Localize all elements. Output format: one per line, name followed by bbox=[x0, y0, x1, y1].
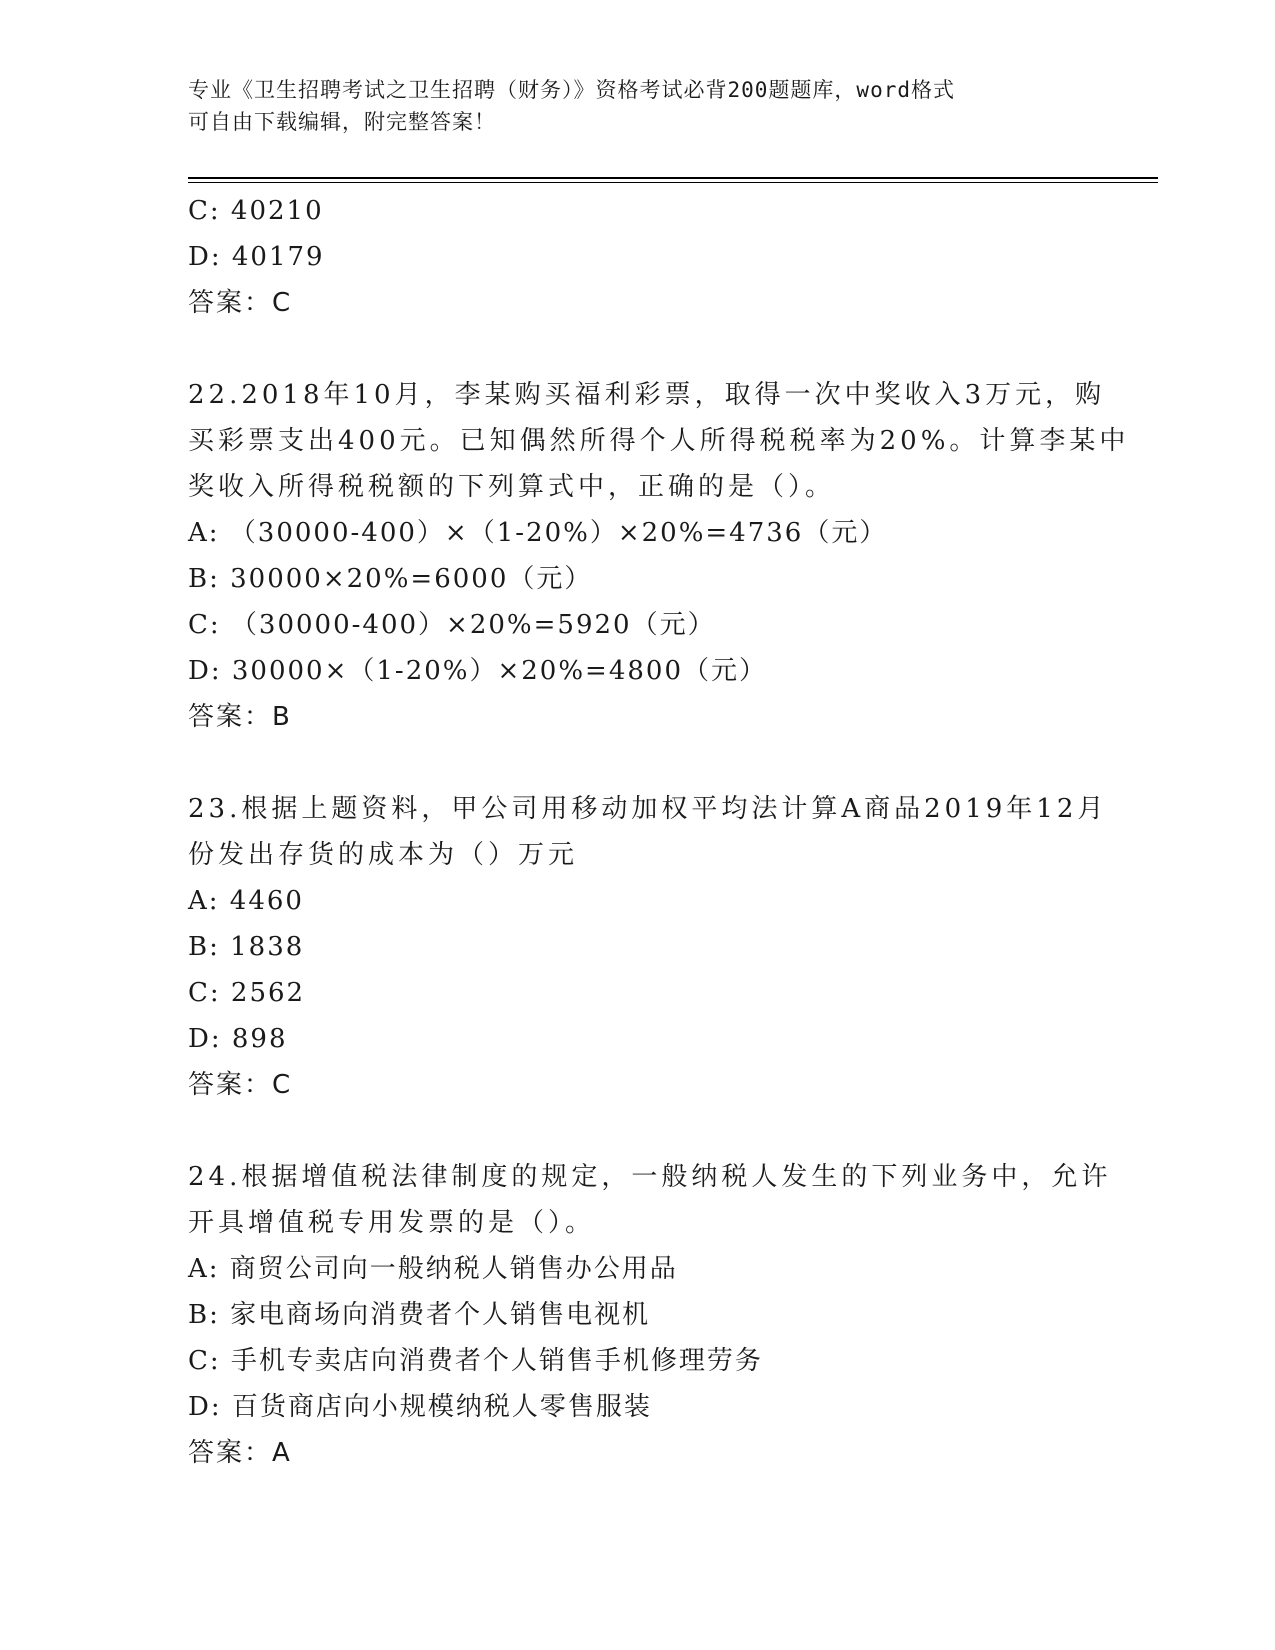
option-b: B: 1838 bbox=[188, 932, 305, 962]
option-d: D: 898 bbox=[188, 1024, 288, 1054]
header-line-2: 可自由下载编辑，附完整答案！ bbox=[188, 110, 496, 134]
option-c: C: （30000-400）×20%=5920（元） bbox=[188, 610, 716, 640]
stem-line: 23.根据上题资料，甲公司用移动加权平均法计算A商品2019年12月 bbox=[188, 794, 1108, 824]
option-a: A: 商贸公司向一般纳税人销售办公用品 bbox=[188, 1254, 678, 1284]
option-c: C: 2562 bbox=[188, 978, 306, 1008]
option-c: C: 40210 bbox=[188, 196, 324, 226]
stem-line: 24.根据增值税法律制度的规定，一般纳税人发生的下列业务中，允许 bbox=[188, 1162, 1112, 1192]
question-22 bbox=[188, 372, 1130, 740]
option-b: B: 30000×20%=6000（元） bbox=[188, 564, 593, 594]
option-a: A: （30000-400）×（1-20%）×20%=4736（元） bbox=[188, 518, 888, 548]
header-line-1: 专业《卫生招聘考试之卫生招聘（财务）》资格考试必背200题题库，word格式 bbox=[188, 78, 955, 102]
question-stem bbox=[188, 1154, 1112, 1246]
option-c: C: 手机专卖店向消费者个人销售手机修理劳务 bbox=[188, 1346, 763, 1376]
spacer bbox=[188, 326, 1088, 372]
answer-line: 答案：A bbox=[188, 1438, 292, 1468]
spacer bbox=[188, 1108, 1088, 1154]
question-content bbox=[188, 188, 1130, 1476]
question-stem bbox=[188, 372, 1130, 510]
option-d: D: 40179 bbox=[188, 242, 325, 272]
question-23 bbox=[188, 786, 1108, 1108]
document-header bbox=[188, 74, 1088, 138]
answer-line: 答案：B bbox=[188, 702, 292, 732]
option-d: D: 30000×（1-20%）×20%=4800（元） bbox=[188, 656, 768, 686]
previous-question-tail bbox=[188, 188, 1088, 326]
stem-line: 买彩票支出400元。已知偶然所得个人所得税税率为20%。计算李某中 bbox=[188, 426, 1130, 456]
answer-line: 答案：C bbox=[188, 288, 293, 318]
spacer bbox=[188, 740, 1088, 786]
answer-line: 答案：C bbox=[188, 1070, 293, 1100]
stem-line: 奖收入所得税税额的下列算式中，正确的是（）。 bbox=[188, 472, 836, 502]
option-b: B: 家电商场向消费者个人销售电视机 bbox=[188, 1300, 651, 1330]
stem-line: 22.2018年10月，李某购买福利彩票，取得一次中奖收入3万元，购 bbox=[188, 380, 1106, 410]
option-a: A: 4460 bbox=[188, 886, 304, 916]
stem-line: 开具增值税专用发票的是（）。 bbox=[188, 1208, 596, 1238]
header-divider-thick bbox=[188, 177, 1158, 179]
stem-line: 份发出存货的成本为（）万元 bbox=[188, 840, 579, 870]
question-24 bbox=[188, 1154, 1112, 1476]
question-stem bbox=[188, 786, 1108, 878]
header-divider-thin bbox=[188, 182, 1158, 183]
option-d: D: 百货商店向小规模纳税人零售服装 bbox=[188, 1392, 652, 1422]
